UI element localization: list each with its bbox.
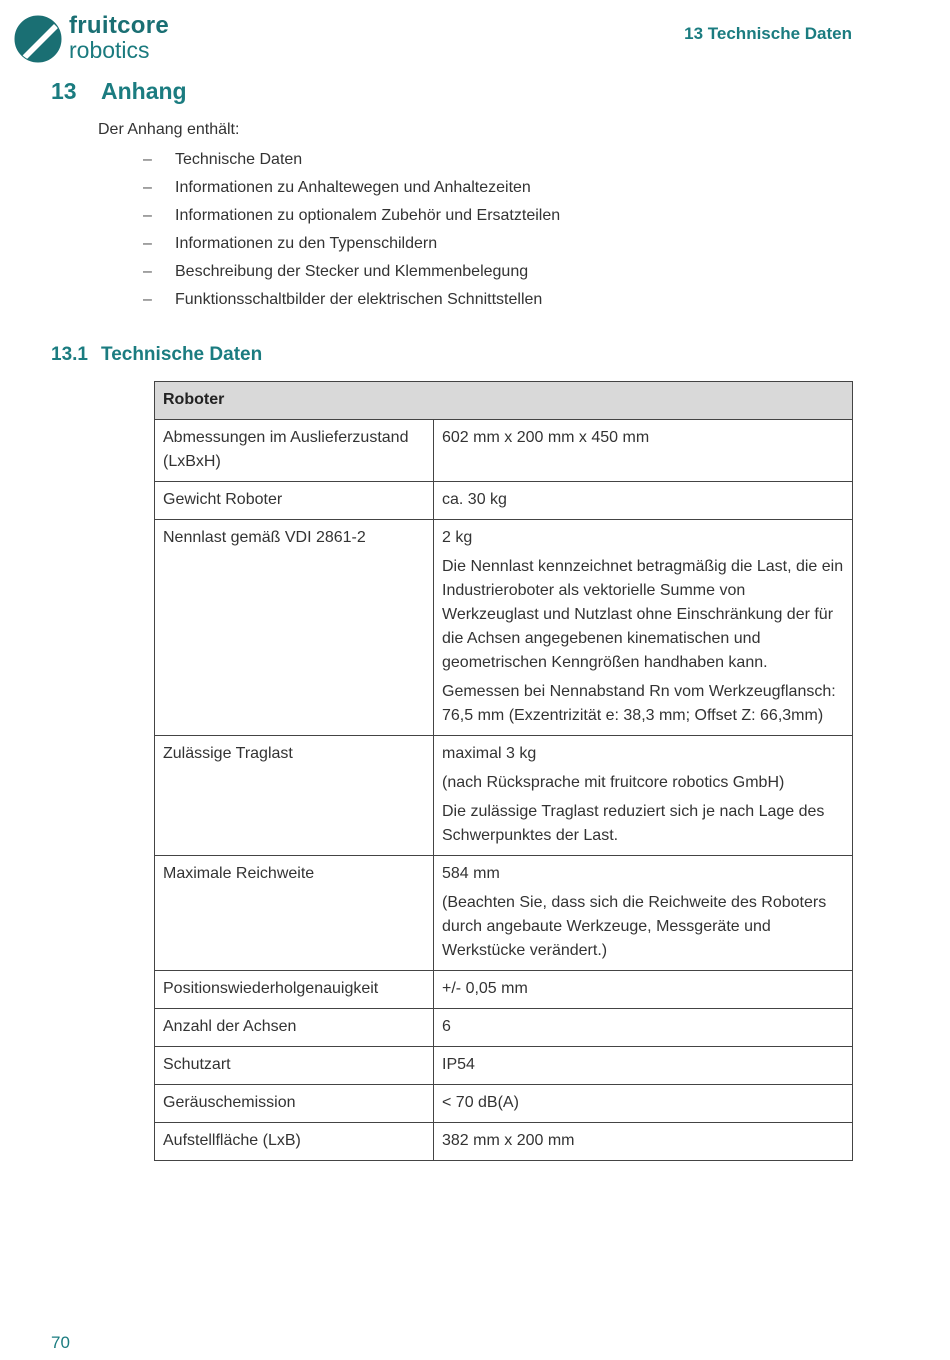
spec-table xyxy=(154,381,853,1161)
row-value: maximal 3 kg (nach Rücksprache mit fruitcore robotics GmbH) Die zulässige Traglast reduziert sich je nach Lage des Schwerpunktes der Last. xyxy=(434,736,853,856)
dash-bullet-icon: – xyxy=(143,179,152,196)
running-header: 13 Technische Daten xyxy=(684,24,852,43)
intro-text: Der Anhang enthält: xyxy=(98,121,240,138)
row-value: IP54 xyxy=(434,1047,853,1085)
logo-mark-icon xyxy=(14,14,64,64)
chapter-title: Anhang xyxy=(101,78,187,104)
table-row xyxy=(155,736,853,856)
row-value: 382 mm x 200 mm xyxy=(434,1123,853,1161)
section-number: 13.1 xyxy=(51,344,88,365)
row-label: Anzahl der Achsen xyxy=(155,1009,434,1047)
table-row xyxy=(155,1009,853,1047)
company-logo xyxy=(14,14,174,66)
section-title: Technische Daten xyxy=(101,344,263,365)
table-row xyxy=(155,482,853,520)
table-header-row xyxy=(155,382,853,420)
row-value: 6 xyxy=(434,1009,853,1047)
table-row xyxy=(155,1085,853,1123)
table-row xyxy=(155,520,853,736)
list-item: – Funktionsschaltbilder der elektrischen Schnittstellen xyxy=(143,291,543,308)
row-label: Positionswiederholgenauigkeit xyxy=(155,971,434,1009)
chapter-number: 13 xyxy=(51,78,77,104)
table-row xyxy=(155,420,853,482)
list-item: – Informationen zu den Typenschildern xyxy=(143,235,438,252)
list-item: – Beschreibung der Stecker und Klemmenbelegung xyxy=(143,263,529,280)
row-label: Aufstellfläche (LxB) xyxy=(155,1123,434,1161)
row-label: Nennlast gemäß VDI 2861-2 xyxy=(155,520,434,736)
page-number: 70 xyxy=(51,1333,70,1352)
appendix-list xyxy=(143,150,560,318)
table-row xyxy=(155,1123,853,1161)
dash-bullet-icon: – xyxy=(143,207,152,224)
row-label: Abmessungen im Auslieferzustand (LxBxH) xyxy=(155,420,434,482)
list-item: – Technische Daten xyxy=(143,151,303,168)
row-label: Schutzart xyxy=(155,1047,434,1085)
row-value: 602 mm x 200 mm x 450 mm xyxy=(434,420,853,482)
table-row xyxy=(155,1047,853,1085)
row-label: Zulässige Traglast xyxy=(155,736,434,856)
row-value: +/- 0,05 mm xyxy=(434,971,853,1009)
row-label: Gewicht Roboter xyxy=(155,482,434,520)
chapter-heading xyxy=(51,78,187,105)
list-item: – Informationen zu optionalem Zubehör und Ersatzteilen xyxy=(143,207,561,224)
row-label: Geräuschemission xyxy=(155,1085,434,1123)
list-item: – Informationen zu Anhaltewegen und Anhaltezeiten xyxy=(143,179,531,196)
dash-bullet-icon: – xyxy=(143,291,152,308)
dash-bullet-icon: – xyxy=(143,151,152,168)
row-value: 584 mm (Beachten Sie, dass sich die Reichweite des Roboters durch angebaute Werkzeuge, Messgeräte und Werkstücke verändert.) xyxy=(434,856,853,971)
dash-bullet-icon: – xyxy=(143,263,152,280)
table-row xyxy=(155,971,853,1009)
table-row xyxy=(155,856,853,971)
row-value: 2 kg Die Nennlast kennzeichnet betragmäßig die Last, die ein Industrieroboter als vektorielle Summe von Werkzeuglast und Nutzlast ohne Einschränkung der für die Achsen angegebenen kinematischen und geometrischen Kenngrößen handhaben kann. Gemessen bei Nennabstand Rn vom Werkzeugflansch: 76,5 mm (Exzentrizität e: 38,3 mm; Offset Z: 66,3mm) xyxy=(434,520,853,736)
row-label: Maximale Reichweite xyxy=(155,856,434,971)
row-value: ca. 30 kg xyxy=(434,482,853,520)
row-value: < 70 dB(A) xyxy=(434,1085,853,1123)
section-heading xyxy=(51,344,262,366)
logo-text-line2: robotics xyxy=(69,37,150,63)
dash-bullet-icon: – xyxy=(143,235,152,252)
logo-text-line1: fruitcore xyxy=(69,12,170,39)
table-header: Roboter xyxy=(155,382,853,420)
